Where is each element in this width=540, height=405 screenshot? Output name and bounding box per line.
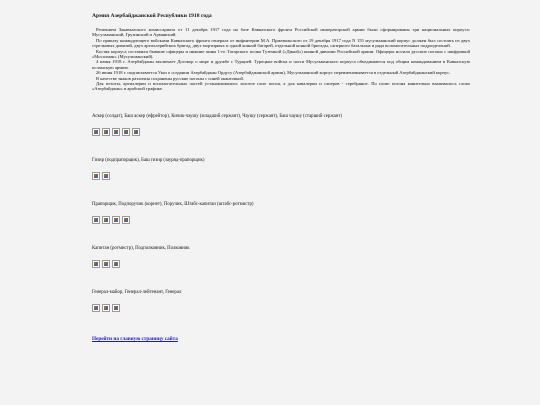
rank-group bbox=[92, 202, 470, 224]
home-link[interactable]: Перейти на главную страницу сайта bbox=[92, 335, 178, 342]
rank-group bbox=[92, 114, 470, 136]
rank-list bbox=[92, 114, 470, 312]
broken-image-icon bbox=[112, 128, 120, 136]
broken-image-icon bbox=[92, 304, 100, 312]
rank-label: Прапорщик, Подпоручик (корнет), Поручик, Штабс-капитан (штабс-ротмистр) bbox=[92, 201, 254, 207]
paragraph: 4 июня 1918 г. Азербайджан заключает Договор о мире и дружбе с Турцией. Турецкие войска и части Мусульманского корпуса объединяются под общим командованием в Кавказскую исламскую армию. bbox=[92, 59, 470, 70]
rank-group bbox=[92, 246, 470, 268]
broken-image-icon bbox=[122, 128, 130, 136]
article bbox=[92, 10, 470, 345]
broken-image-icon bbox=[112, 216, 120, 224]
broken-image-icon bbox=[102, 128, 110, 136]
rank-group bbox=[92, 158, 470, 180]
broken-image-icon bbox=[112, 260, 120, 268]
broken-image-icon bbox=[102, 260, 110, 268]
paragraph: По приказу командующего войсками Кавказского фронта генерала от инфантерии М.А. Пржевальского от 19 декабря 1917 года N 155 мусульманский корпус должен был состоять из двух стрелковых дивизий, двух артиллерийских бригад, двух мортирных и одной конной батарей, отдельной конной бригады, саперного батальона и ряда вспомогательных подразделений. bbox=[92, 37, 470, 49]
shoulder-strap-images bbox=[92, 172, 470, 180]
broken-image-icon bbox=[102, 172, 110, 180]
rank-label: Аскер (солдат), Баш аскер (ефрейтор), Кичик-чаушу (младший сержант), Чаушу (сержант), Баш чаушу (старший сержант) bbox=[92, 113, 343, 119]
rank-group bbox=[92, 290, 470, 312]
paragraph: Решением Закавказского комиссариата от 11 декабря 1917 года на базе Кавказского фронта Российской императорской армии были сформированы три национальных корпуса: Мусульманский, Грузинский и Армянский. bbox=[92, 27, 470, 38]
paragraph: 26 июня 1918 г. подписывается Указ о создании Азербайджан Ордусу (Азербайджанской армии), Мусульманский корпус переименовывается в отдельный Азербайджанский корпус. bbox=[96, 70, 451, 76]
shoulder-strap-images bbox=[92, 304, 470, 312]
broken-image-icon bbox=[92, 260, 100, 268]
paragraph: Для пехоты, артиллерии и вспомогательных частей устанавливались золотое поле погон, а для кавалерии и саперов - серебряное. По полю погона канительно вышивалось слово «Азербайджан» в арабской графике. bbox=[92, 81, 470, 92]
rank-label: Капитан (ротмистр), Подполковник, Полковник bbox=[92, 245, 190, 251]
broken-image-icon bbox=[132, 128, 140, 136]
broken-image-icon bbox=[92, 172, 100, 180]
broken-image-icon bbox=[92, 216, 100, 224]
shoulder-strap-images bbox=[92, 260, 470, 268]
broken-image-icon bbox=[112, 304, 120, 312]
page-title: Армия Азербайджанской Республики 1918 года bbox=[92, 13, 212, 19]
paragraph: В качестве знаков различия сохранены русские погоны с синей окантовкой. bbox=[96, 75, 245, 81]
article-body bbox=[92, 27, 470, 92]
shoulder-strap-images bbox=[92, 216, 470, 224]
broken-image-icon bbox=[122, 216, 130, 224]
broken-image-icon bbox=[102, 304, 110, 312]
broken-image-icon bbox=[92, 128, 100, 136]
broken-image-icon bbox=[102, 216, 110, 224]
rank-label: Генерал-майор, Генерал-лейтенант, Генерал bbox=[92, 289, 182, 295]
rank-label: Гизир (подпрапорщик), Баш гизир (зауряд-прапорщик) bbox=[92, 157, 205, 163]
shoulder-strap-images bbox=[92, 128, 470, 136]
paragraph: Костяк корпуса составили бывшие офицеры и нижние чины 1-го Татарского полка Туземной («Дикой») конной дивизии Российской армии. Офицеры носили русские погоны с шифровкой «Мосалман» (Мусульманский). bbox=[92, 48, 470, 60]
